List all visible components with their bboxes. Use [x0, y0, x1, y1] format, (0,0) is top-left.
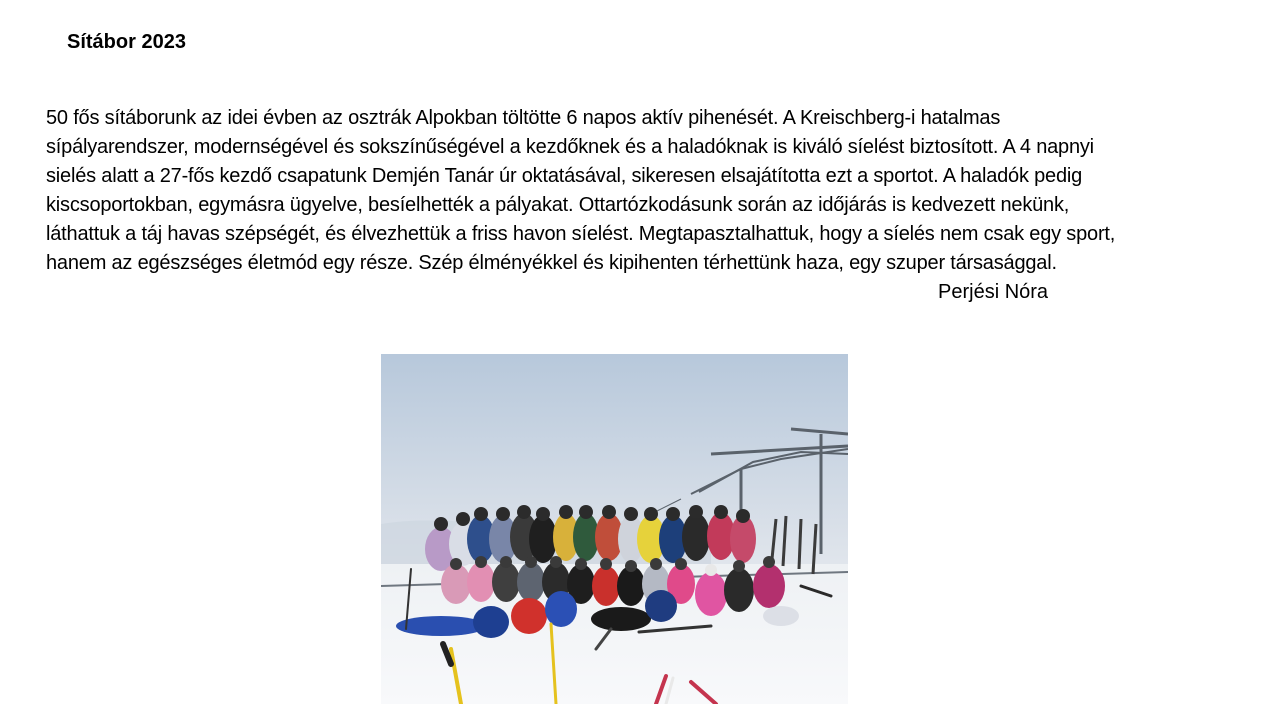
paragraph-line: hanem az egészséges életmód egy része. Szép élményékkel és kipihenten térhettünk haza, egy szuper társasággal.: [46, 252, 1057, 274]
paragraph-line: kiscsoportokban, egymásra ügyelve, besíelhették a pályakat. Ottartózkodásunk során az időjárás is kedvezett nekünk,: [46, 194, 1070, 216]
author-signature: Perjési Nóra: [938, 281, 1049, 303]
article-body: [46, 104, 1246, 278]
group-ski-photo: [381, 354, 848, 704]
paragraph-line: láthattuk a táj havas szépségét, és élvezhettük a friss havon síelést. Megtapasztalhattuk, hogy a síelés nem csak egy sport,: [46, 223, 1116, 245]
paragraph-line: sielés alatt a 27-fős kezdő csapatunk Demjén Tanár úr oktatásával, sikeresen elsajátította ezt a sportot. A haladók pedig: [46, 165, 1083, 187]
paragraph-line: 50 fős sítáborunk az idei évben az osztrák Alpokban töltötte 6 napos aktív pihenését. A Kreischberg-i hatalmas: [46, 107, 1001, 129]
page-title: Sítábor 2023: [67, 31, 186, 53]
paragraph-line: sípályarendszer, modernségével és sokszínűségével a kezdőknek és a haladóknak is kiváló síelést biztosított. A 4 napnyi: [46, 136, 1094, 158]
photo-illustration: [381, 354, 848, 704]
